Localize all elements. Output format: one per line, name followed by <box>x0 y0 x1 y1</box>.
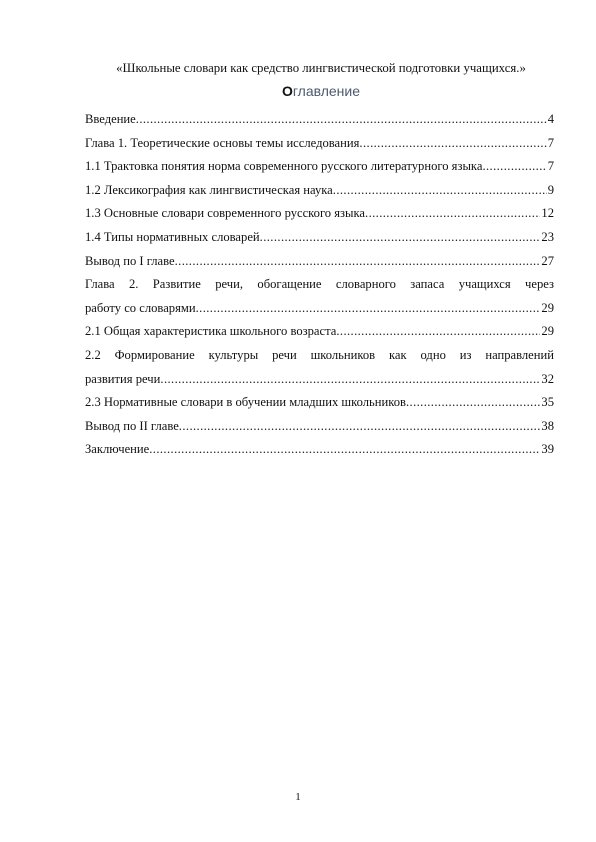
toc-entry-label: Вывод по I главе <box>85 253 175 268</box>
toc-page-number: 29 <box>541 324 554 339</box>
toc-leader-dots <box>365 202 540 226</box>
toc-leader-dots <box>196 297 541 321</box>
toc-page-number: 12 <box>541 206 554 221</box>
toc-leader-dots <box>482 155 546 179</box>
toc-entry-label: развития речи <box>85 371 161 386</box>
toc-entry-conclusion-chapter-1[interactable] <box>85 250 554 274</box>
toc-entry-section-2-3[interactable] <box>85 391 554 415</box>
toc-leader-dots <box>175 250 541 274</box>
toc-entry-label: 2.3 Нормативные словари в обучении младших школьников <box>85 395 406 410</box>
toc-entry-introduction[interactable] <box>85 108 554 132</box>
toc-entry-label: 1.1 Трактовка понятия норма современного русского литературного языка <box>85 159 483 174</box>
toc-page-number: 23 <box>541 229 554 244</box>
toc-leader-dots <box>149 438 540 462</box>
toc-entry-conclusion[interactable] <box>85 438 554 462</box>
toc-entry-label: 1.4 Типы нормативных словарей <box>85 229 260 244</box>
toc-entry-section-1-1[interactable] <box>85 155 554 179</box>
toc-heading <box>60 82 582 100</box>
toc-entry-section-1-2[interactable] <box>85 179 554 203</box>
toc-leader-dots <box>406 391 540 415</box>
toc-page-number: 29 <box>541 300 554 315</box>
toc-entry-label: 2.1 Общая характеристика школьного возраста <box>85 324 337 339</box>
toc-page-number: 39 <box>541 442 554 457</box>
toc-page-number: 4 <box>547 112 554 126</box>
toc-entry-label: Заключение <box>85 442 150 457</box>
toc-page-number: 7 <box>547 135 554 150</box>
page-number: 1 <box>295 791 301 803</box>
toc-leader-dots <box>179 415 541 439</box>
toc-entry-label: работу со словарями <box>85 300 196 315</box>
toc-entry-chapter-1[interactable] <box>85 132 554 156</box>
toc-entry-section-1-4[interactable] <box>85 226 554 250</box>
toc-entry-conclusion-chapter-2[interactable] <box>85 415 554 439</box>
toc-entry-label: 1.3 Основные словари современного русского языка <box>85 206 366 221</box>
toc-page-number: 32 <box>541 371 554 386</box>
toc-page-number: 38 <box>541 418 554 433</box>
toc-heading-initial: О <box>281 83 293 99</box>
toc-page-number: 35 <box>541 395 554 410</box>
toc-leader-dots <box>333 179 547 203</box>
toc-entry-chapter-2[interactable] <box>85 273 554 320</box>
table-of-contents <box>85 108 554 462</box>
toc-entry-label: Введение <box>85 112 136 126</box>
toc-leader-dots <box>136 108 547 132</box>
toc-page-number: 7 <box>547 159 554 174</box>
toc-entry-label: Вывод по II главе <box>85 418 179 433</box>
toc-heading-text: главление <box>292 83 361 99</box>
document-title: «Школьные словари как средство лингвистической подготовки учащихся.» <box>116 61 526 75</box>
toc-leader-dots <box>359 132 546 156</box>
toc-leader-dots <box>260 226 541 250</box>
toc-entry-section-2-2[interactable] <box>85 344 554 391</box>
toc-entry-label: 1.2 Лексикография как лингвистическая наука <box>85 182 333 197</box>
toc-page-number: 9 <box>547 182 554 197</box>
toc-page-number: 27 <box>541 253 554 268</box>
toc-entry-section-2-1[interactable] <box>85 320 554 344</box>
toc-entry-label-line1: 2.2 Формирование культуры речи школьников как одно из направлений <box>85 347 554 362</box>
toc-leader-dots <box>160 368 540 392</box>
toc-entry-section-1-3[interactable] <box>85 202 554 226</box>
toc-leader-dots <box>336 320 540 344</box>
toc-entry-label: Глава 1. Теоретические основы темы исследования <box>85 135 360 150</box>
toc-entry-label-line1: Глава 2. Развитие речи, обогащение словарного запаса учащихся через <box>85 277 554 292</box>
